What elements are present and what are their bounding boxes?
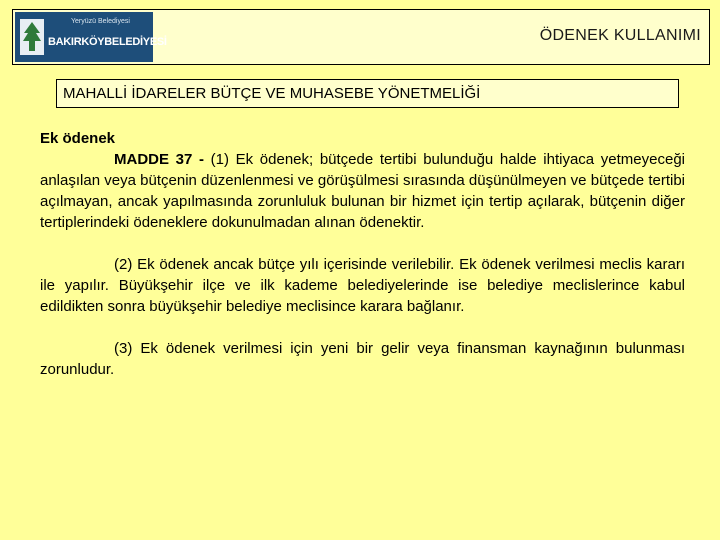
regulation-title: MAHALLİ İDARELER BÜTÇE VE MUHASEBE YÖNETMELİĞİ (56, 79, 679, 108)
header-bar (12, 9, 710, 65)
paragraph-2: (2) Ek ödenek ancak bütçe yılı içerisinde verilebilir. Ek ödenek verilmesi meclis kararı ile yapılır. Büyükşehir ilçe ve ilk kademe belediyelerinde ise belediye meclislerince kabul edildikten sonra büyükşehir belediye meclisince karara bağlanır. (40, 256, 685, 315)
paragraph-1 (40, 149, 685, 233)
paragraph-1-text: (1) Ek ödenek; bütçede tertibi bulunduğu halde ihtiyaca yetmeyeceği anlaşılan veya bütçenin düzenlenmesi ve görüşülmesi sırasında düşünülmeyen ve bütçede tertibi açılmayan, ancak yapılmasında zorunluluk bulunan bir hizmet için tertip açılarak, bütçenin diğer tertiplerindeki ödeneklere dokunulmadan alınan ödenektir. (40, 151, 686, 231)
document-body (40, 128, 685, 380)
article-label: MADDE 37 - (114, 151, 204, 168)
logo-tagline: Yeryüzü Belediyesi (71, 18, 130, 25)
page-title: ÖDENEK KULLANIMI (539, 27, 701, 44)
logo-brand-text: BAKIRKÖYBELEDİYESİ (48, 36, 167, 48)
section-heading: Ek ödenek (40, 130, 116, 147)
tree-emblem-icon (20, 19, 44, 55)
paragraph-3: (3) Ek ödenek verilmesi için yeni bir gelir veya finansman kaynağının bulunması zorunludur. (40, 340, 685, 378)
bakirkoy-logo (15, 12, 167, 62)
